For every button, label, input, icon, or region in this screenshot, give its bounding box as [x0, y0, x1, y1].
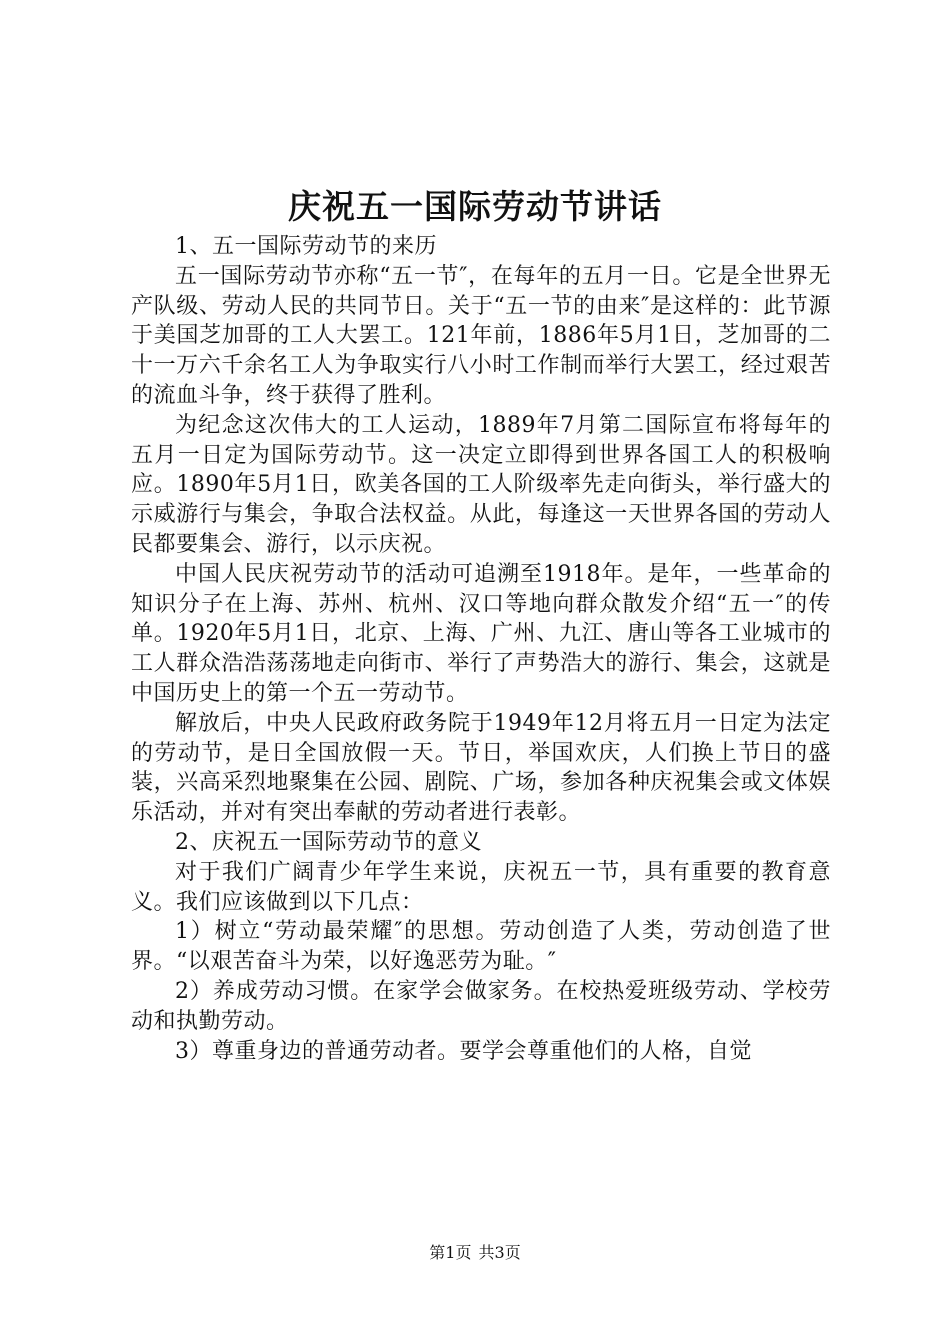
section-heading-2: 2、庆祝五一国际劳动节的意义: [175, 829, 482, 855]
list-item-1: 1）树立“劳动最荣耀″的思想。劳动创造了人类，劳动创造了世界。“以艰苦奋斗为荣，以好逸恶劳为耻。″: [131, 919, 831, 975]
paragraph-china-history: 中国人民庆祝劳动节的活动可追溯至1918年。是年，一些革命的知识分子在上海、苏州、杭州、汉口等地向群众散发介绍“五一″的传单。1920年5月1日，北京、上海、广州、九江、唐山等各工业城市的工人群众浩浩荡荡地走向街市、举行了声势浩大的游行、集会，这就是中国历史上的第一个五一劳动节。: [131, 561, 831, 706]
page-footer: [0, 1242, 950, 1264]
list-item-3: 3）尊重身边的普通劳动者。要学会尊重他们的人格，自觉: [175, 1038, 752, 1064]
paragraph-liberation: 解放后，中央人民政府政务院于1949年12月将五月一日定为法定的劳动节，是日全国放假一天。节日，举国欢庆，人们换上节日的盛装，兴高采烈地聚集在公园、剧院、广场，参加各种庆祝集会或文体娱乐活动，并对有突出奉献的劳动者进行表彰。: [131, 710, 831, 826]
page-number: 第1页: [429, 1243, 472, 1262]
section-heading-1: 1、五一国际劳动节的来历: [175, 234, 437, 259]
document-body: [131, 232, 831, 1066]
paragraph-significance: 对于我们广阔青少年学生来说，庆祝五一节，具有重要的教育意义。我们应该做到以下几点：: [131, 859, 831, 915]
document-title: 庆祝五一国际劳动节讲话: [288, 187, 662, 226]
paragraph-origin: 五一国际劳动节亦称“五一节″，在每年的五月一日。它是全世界无产队级、劳动人民的共同节日。关于“五一节的由来″是这样的：此节源于美国芝加哥的工人大罢工。121年前，1886年5月1日，芝加哥的二十一万六千余名工人为争取实行八小时工作制而举行大罢工，经过艰苦的流血斗争，终于获得了胜利。: [131, 263, 831, 408]
page-total: 共3页: [478, 1243, 521, 1262]
paragraph-commemoration: 为纪念这次伟大的工人运动，1889年7月第二国际宣布将每年的五月一日定为国际劳动节。这一决定立即得到世界各国工人的积极响应。1890年5月1日，欧美各国的工人阶级率先走向街头，举行盛大的示威游行与集会，争取合法权益。从此，每逢这一天世界各国的劳动人民都要集会、游行，以示庆祝。: [131, 412, 831, 557]
list-item-2: 2）养成劳动习惯。在家学会做家务。在校热爱班级劳动、学校劳动和执勤劳动。: [131, 978, 831, 1034]
